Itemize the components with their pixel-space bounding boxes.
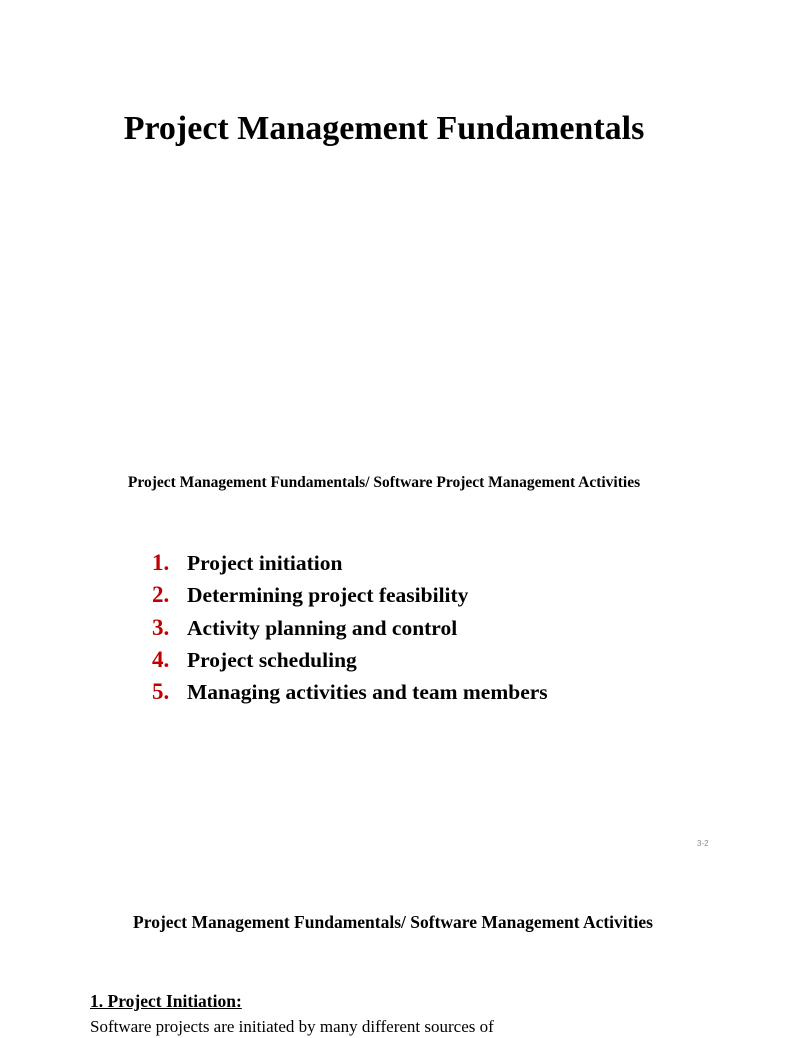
list-item-label: Determining project feasibility xyxy=(187,583,469,608)
list-item-number: 1. xyxy=(152,550,170,575)
list-item-label: Project scheduling xyxy=(187,647,357,672)
subsection-heading: 1. Project Initiation: xyxy=(90,991,242,1011)
list-item-label: Project initiation xyxy=(187,551,343,575)
list-item-label: Managing activities and team members xyxy=(187,680,548,705)
list-item xyxy=(152,547,548,579)
section-heading: Project Management Fundamentals/ Software Management Activities xyxy=(133,912,653,932)
list-item-number: 3. xyxy=(152,614,170,640)
list-item-number: 4. xyxy=(152,646,170,672)
slide-heading: Project Management Fundamentals/ Software Project Management Activities xyxy=(127,474,641,491)
body-paragraph: Software projects are initiated by many different sources of xyxy=(90,1017,494,1036)
list-item xyxy=(152,676,548,708)
slide-number: 3-2 xyxy=(697,839,709,848)
activity-list xyxy=(152,547,548,708)
list-item-number: 5. xyxy=(152,679,170,705)
list-item xyxy=(152,579,548,611)
list-item xyxy=(152,612,548,644)
list-item-number: 2. xyxy=(152,582,170,608)
list-item xyxy=(152,644,548,676)
document-title: Project Management Fundamentals xyxy=(123,110,645,147)
list-item-label: Activity planning and control xyxy=(187,615,458,640)
